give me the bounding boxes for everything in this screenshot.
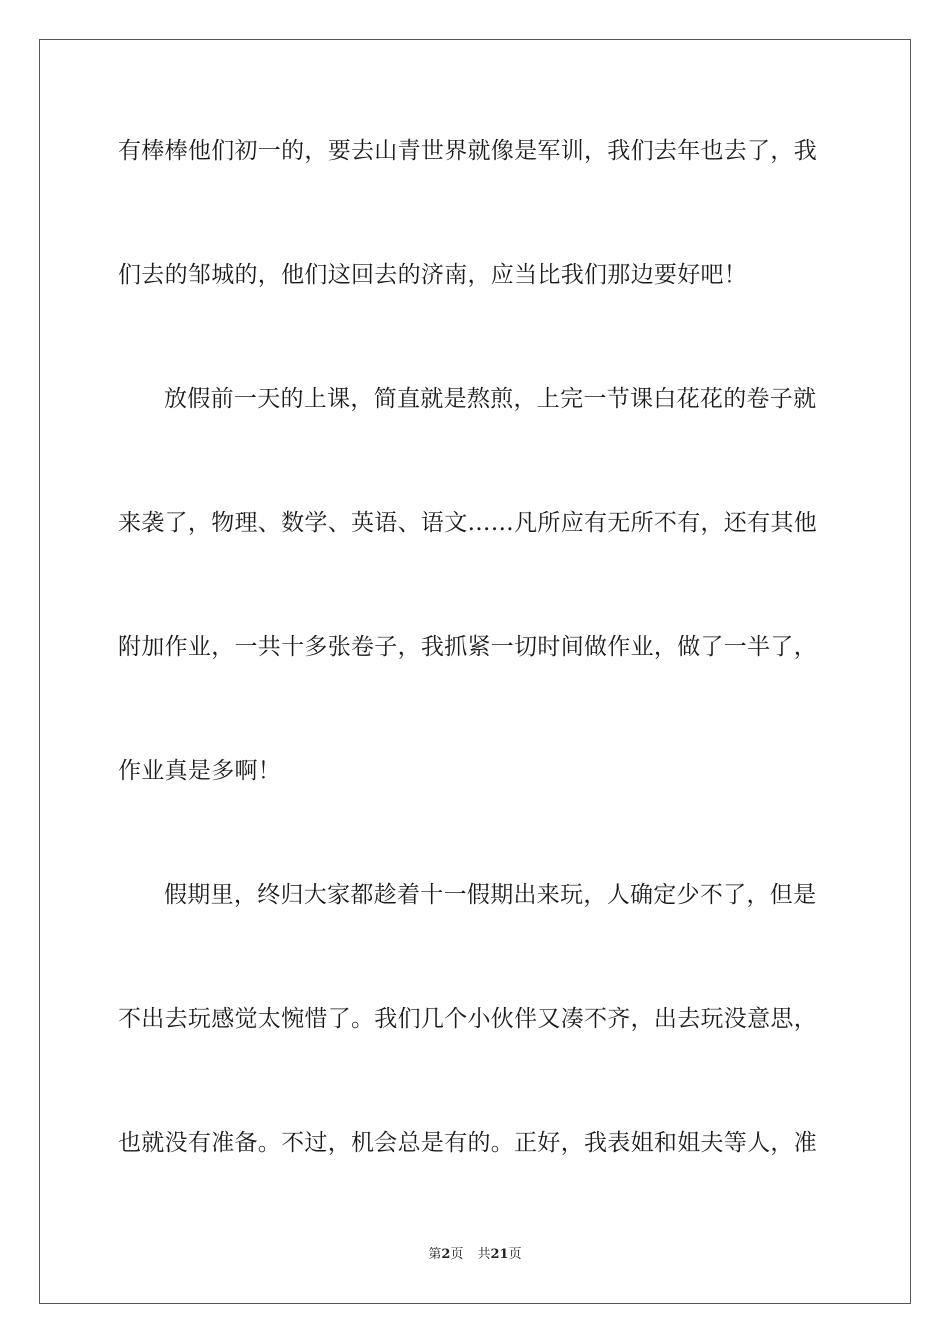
body-line-6: 作业真是多啊！ [118, 758, 282, 784]
total-label: 共21页 [477, 1247, 522, 1262]
page-border [39, 39, 911, 1304]
body-line-2: 们去的邹城的，他们这回去的济南，应当比我们那边要好吧！ [118, 262, 748, 288]
body-line-5: 附加作业，一共十多张卷子，我抓紧一切时间做作业，做了一半了， [118, 634, 817, 660]
body-line-3: 放假前一天的上课，简直就是熬煎，上完一节课白花花的卷子就 [164, 386, 817, 412]
body-line-1: 有棒棒他们初一的，要去山青世界就像是军训，我们去年也去了，我 [118, 138, 817, 164]
page-footer [0, 1246, 950, 1264]
body-line-9: 也就没有准备。不过，机会总是有的。正好，我表姐和姐夫等人，准 [118, 1130, 817, 1156]
total-pages: 21 [490, 1247, 509, 1262]
body-line-7: 假期里，终归大家都趁着十一假期出来玩，人确定少不了，但是 [164, 882, 817, 908]
page-number: 2 [441, 1247, 451, 1262]
body-line-8: 不出去玩感觉太惋惜了。我们几个小伙伴又凑不齐，出去玩没意思， [118, 1006, 817, 1032]
body-line-4: 来袭了，物理、数学、英语、语文……凡所应有无所不有，还有其他 [118, 510, 817, 536]
page-label: 第2页 [428, 1247, 464, 1262]
